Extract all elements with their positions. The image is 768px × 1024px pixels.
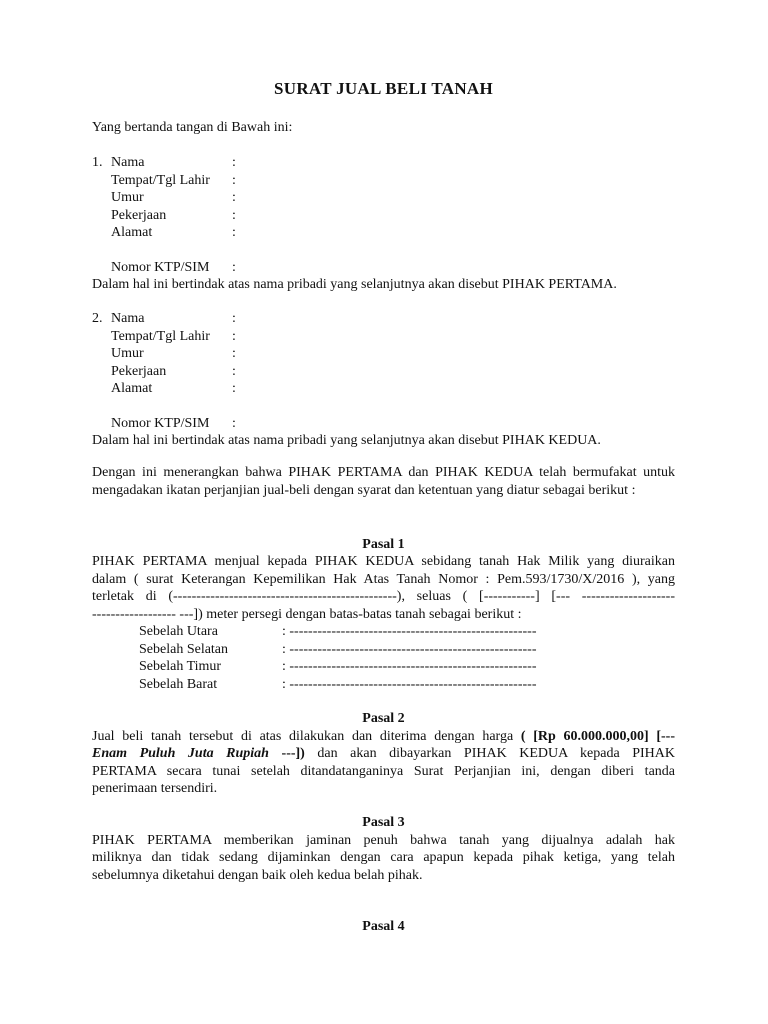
party-1-field-ktp: Nomor KTP/SIM (111, 260, 210, 275)
party-2-field-umur: Umur (111, 346, 144, 361)
party-1-statement: Dalam hal ini bertindak atas nama pribadi yang selanjutnya akan disebut PIHAK PERTAMA. (92, 277, 617, 292)
party-1-field-umur: Umur (111, 190, 144, 205)
party-2-number: 2. (92, 311, 103, 326)
party-1-colon-umur: : (232, 190, 236, 205)
party-1-field-nama: Nama (111, 155, 145, 170)
pasal-2-line-1-text: Jual beli tanah tersebut di atas dilakukan dan diterima dengan harga (92, 728, 521, 744)
pasal-1-line-1: PIHAK PERTAMA menjual kepada PIHAK KEDUA sebidang tanah Hak Milik yang diuraikan (92, 554, 675, 569)
pasal-1-title: Pasal 1 (362, 537, 405, 552)
border-north-label: Sebelah Utara (139, 624, 218, 639)
pasal-2-line-1 (92, 728, 675, 746)
party-1-colon-nama: : (232, 155, 236, 170)
pasal-1-line-2: dalam ( surat Keterangan Kepemilikan Hak Atas Tanah Nomor : Pem.593/1730/X/2016 ), yang (92, 571, 675, 587)
border-south-value: : ----------------------------------------------------- (282, 641, 537, 657)
pasal-2-price-close: ---]) (268, 746, 305, 761)
party-2-colon-pekerjaan: : (232, 363, 236, 379)
pasal-3-line-1: PIHAK PERTAMA memberikan jaminan penuh bahwa tanah yang dijualnya adalah hak (92, 832, 675, 848)
border-south-label: Sebelah Selatan (139, 641, 229, 657)
pasal-1-line-4: ------------------ ---]) meter persegi dengan batas-batas tanah sebagai berikut : (92, 606, 522, 622)
party-1-colon-ktp: : (232, 260, 236, 275)
pasal-2-line-4: penerimaan tersendiri. (92, 781, 218, 796)
border-east-label: Sebelah Timur (139, 659, 222, 674)
pasal-3-line-3: sebelumnya diketahui dengan baik oleh kedua belah pihak. (92, 867, 423, 883)
agreement-paragraph: Dengan ini menerangkan bahwa PIHAK PERTAMA dan PIHAK KEDUA telah bermufakat untuk mengadakan ikatan perjanjian jual-beli dengan syarat dan ketentuan yang diatur sebagai berikut : (92, 465, 675, 498)
party-2-colon-umur: : (232, 346, 236, 361)
pasal-4-title: Pasal 4 (362, 919, 405, 934)
border-east-value: : ----------------------------------------------------- (282, 659, 537, 674)
pasal-2-line-2 (92, 745, 675, 763)
party-1-number: 1. (92, 155, 103, 170)
pasal-2-line-3: PERTAMA secara tunai setelah ditandatanganinya Surat Perjanjian ini, dengan diberi tanda (92, 763, 675, 779)
pasal-2-price: ( [Rp 60.000.000,00] [--- (520, 728, 676, 744)
party-2-field-alamat: Alamat (111, 381, 153, 396)
party-1-colon-tempat-tgl-lahir: : (232, 172, 236, 188)
border-west-label: Sebelah Barat (139, 676, 218, 692)
party-2-statement: Dalam hal ini bertindak atas nama pribadi yang selanjutnya akan disebut PIHAK KEDUA. (92, 433, 601, 448)
party-2-colon-tempat-tgl-lahir: : (232, 328, 236, 344)
pasal-2-price-words: Enam Puluh Juta Rupiah (92, 746, 269, 761)
border-north-value: : ----------------------------------------------------- (282, 624, 537, 639)
party-1-colon-alamat: : (232, 225, 236, 240)
intro-text: Yang bertanda tangan di Bawah ini: (92, 120, 293, 135)
party-1-field-tempat-tgl-lahir: Tempat/Tgl Lahir (111, 172, 210, 188)
pasal-2-title: Pasal 2 (362, 711, 405, 726)
party-2-field-ktp: Nomor KTP/SIM (111, 416, 210, 431)
border-west-value: : ----------------------------------------------------- (282, 676, 537, 692)
pasal-1-line-3: terletak di (------------------------------------------------), seluas ( [-----------] [--- -------------------- (92, 589, 675, 604)
party-2-field-tempat-tgl-lahir: Tempat/Tgl Lahir (111, 328, 210, 344)
party-1-colon-pekerjaan: : (232, 207, 236, 223)
party-1-field-pekerjaan: Pekerjaan (111, 207, 167, 223)
document-title: SURAT JUAL BELI TANAH (273, 79, 493, 98)
party-2-colon-nama: : (232, 311, 236, 326)
pasal-2-line-2-text: dan akan dibayarkan PIHAK KEDUA kepada PIHAK (304, 746, 675, 761)
party-2-colon-ktp: : (232, 416, 236, 431)
party-2-field-nama: Nama (111, 311, 145, 326)
pasal-3-line-2: miliknya dan tidak sedang dijaminkan dengan cara apapun kepada pihak ketiga, yang telah (92, 850, 675, 865)
party-2-field-pekerjaan: Pekerjaan (111, 363, 167, 379)
party-2-colon-alamat: : (232, 381, 236, 396)
party-1-field-alamat: Alamat (111, 225, 153, 240)
pasal-3-title: Pasal 3 (362, 815, 405, 830)
